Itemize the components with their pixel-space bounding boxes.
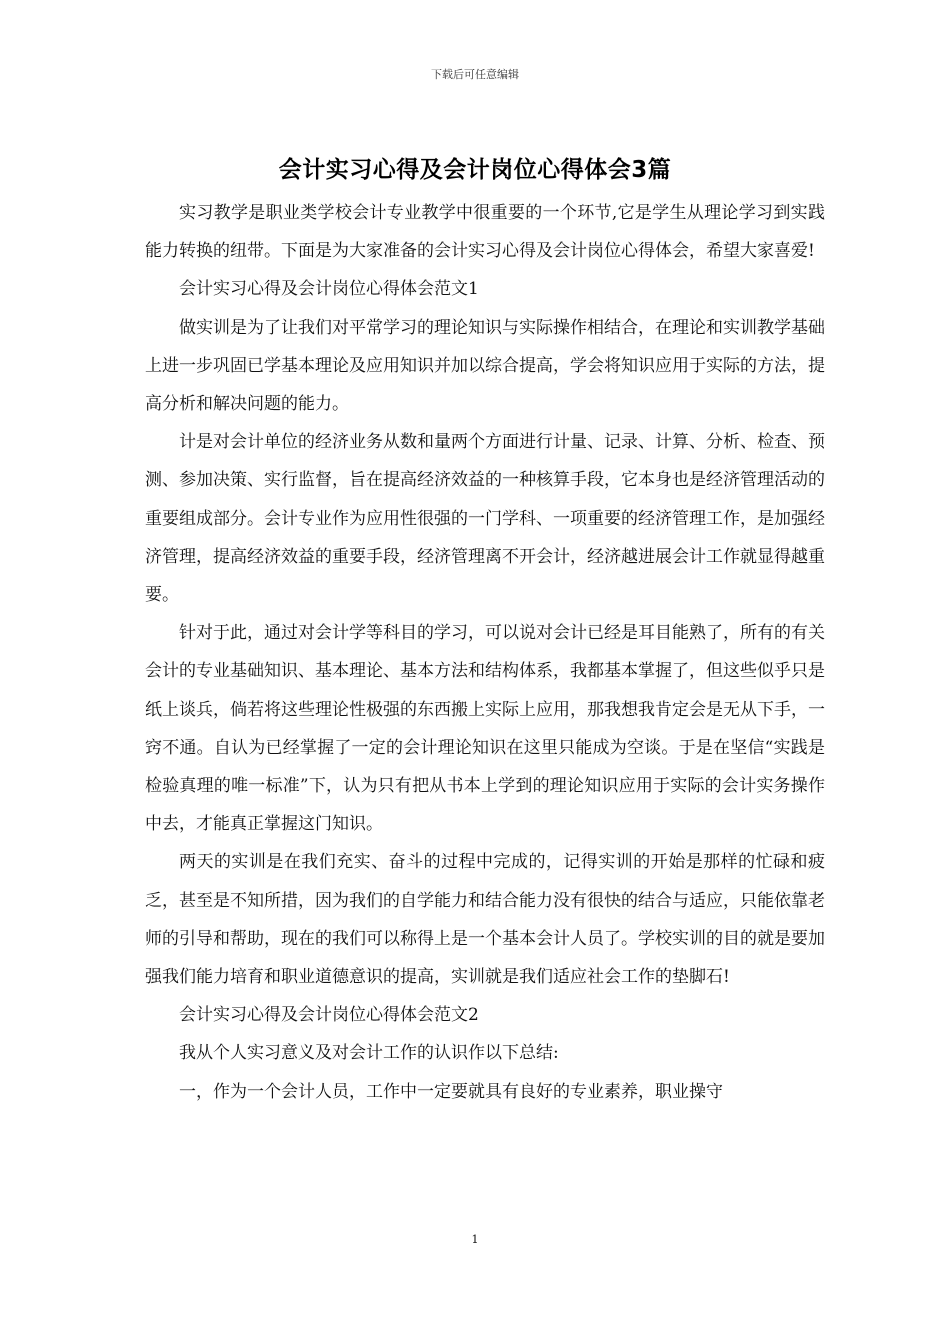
header-note: 下载后可任意编辑 <box>431 68 519 81</box>
body-paragraph: 两天的实训是在我们充实、奋斗的过程中完成的，记得实训的开始是那样的忙碌和疲乏，甚至是不知所措，因为我们的自学能力和结合能力没有很快的结合与适应，只能依靠老师的引导和帮助，现在的我们可以称得上是一个基本会计人员了。学校实训的目的就是要加强我们能力培育和职业道德意识的提高，实训就是我们适应社会工作的垫脚石! <box>145 852 825 988</box>
body-paragraph: 做实训是为了让我们对平常学习的理论知识与实际操作相结合，在理论和实训教学基础上进一步巩固已学基本理论及应用知识并加以综合提高，学会将知识应用于实际的方法，提高分析和解决问题的能力。 <box>145 317 825 415</box>
page-number: 1 <box>471 1233 479 1246</box>
body-paragraph: 我从个人实习意义及对会计工作的认识作以下总结: <box>179 1043 559 1064</box>
body-paragraph: 针对于此，通过对会计学等科目的学习，可以说对会计已经是耳目能熟了，所有的有关会计的专业基础知识、基本理论、基本方法和结构体系，我都基本掌握了，但这些似乎只是纸上谈兵，倘若将这些理论性极强的东西搬上实际上应用，那我想我肯定会是无从下手，一窍不通。自认为已经掌握了一定的会计理论知识在这里只能成为空谈。于是在坚信“实践是检验真理的唯一标准”下，认为只有把从书本上学到的理论知识应用于实际的会计实务操作中去，才能真正掌握这门知识。 <box>145 623 825 835</box>
section-heading-2: 会计实习心得及会计岗位心得体会范文2 <box>179 1005 479 1026</box>
body-paragraph: 计是对会计单位的经济业务从数和量两个方面进行计量、记录、计算、分析、检查、预测、参加决策、实行监督，旨在提高经济效益的一种核算手段，它本身也是经济管理活动的重要组成部分。会计专业作为应用性很强的一门学科、一项重要的经济管理工作，是加强经济管理，提高经济效益的重要手段，经济管理离不开会计，经济越进展会计工作就显得越重要。 <box>145 432 825 606</box>
section-heading-1: 会计实习心得及会计岗位心得体会范文1 <box>179 279 479 300</box>
body-paragraph: 一，作为一个会计人员，工作中一定要就具有良好的专业素养，职业操守 <box>179 1081 723 1102</box>
document-body <box>145 194 825 1111</box>
intro-paragraph: 实习教学是职业类学校会计专业教学中很重要的一个环节,它是学生从理论学习到实践能力转换的纽带。下面是为大家准备的会计实习心得及会计岗位心得体会，希望大家喜爱! <box>145 203 825 262</box>
document-title: 会计实习心得及会计岗位心得体会3篇 <box>278 157 672 183</box>
